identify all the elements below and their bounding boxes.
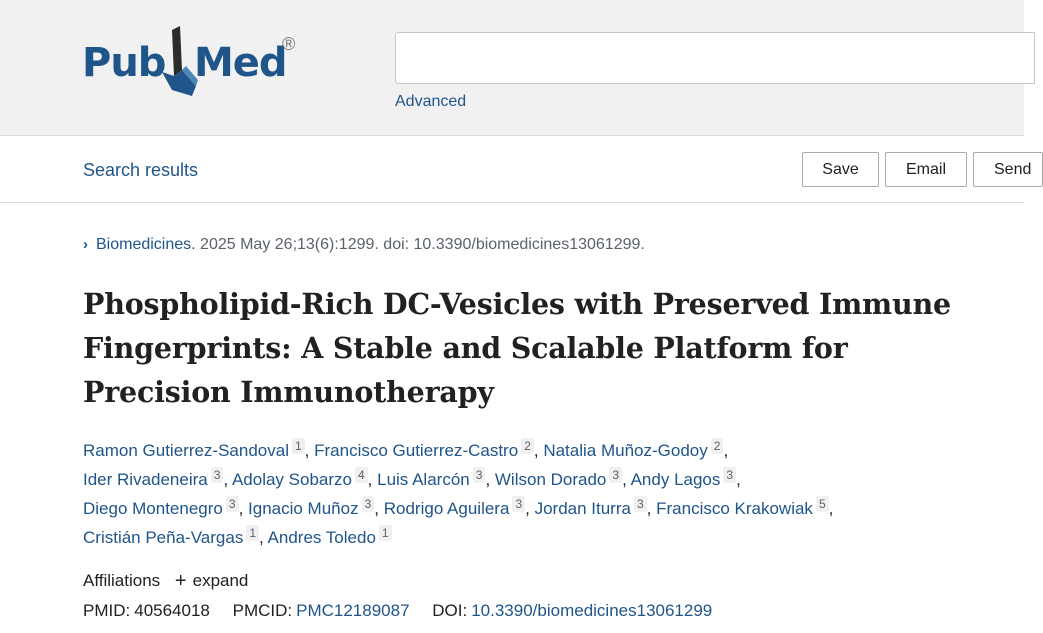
affiliation-ref[interactable]: 3 [723,467,736,483]
affiliation-ref[interactable]: 3 [634,496,647,512]
author-name-link[interactable]: Francisco Krakowiak [656,499,813,518]
affiliation-ref[interactable]: 5 [816,496,829,512]
author-name-link[interactable]: Luis Alarcón [377,470,470,489]
doi-link[interactable]: 10.3390/biomedicines13061299 [471,601,713,620]
search-results-link[interactable]: Search results [83,160,199,180]
advanced-search-link[interactable]: Advanced [395,93,467,110]
registered-mark: ® [282,34,296,54]
logo-med-text: Med [194,40,287,86]
author-item [535,499,647,518]
affiliation-ref[interactable]: 1 [246,525,259,541]
author-item [314,441,534,460]
pmcid-link[interactable]: PMC12189087 [296,601,410,620]
author-name-link[interactable]: Rodrigo Aguilera [383,499,510,518]
pmid-value: 40564018 [134,601,210,620]
email-button[interactable]: Email [885,152,967,187]
author-name-link[interactable]: Francisco Gutierrez-Castro [314,441,519,460]
author-name-link[interactable]: Ramon Gutierrez-Sandoval [83,441,289,460]
authors-list: Ramon Gutierrez-Sandoval 1 , Francisco Gutierrez-Castro 2 , Natalia Muñoz-Godoy 2 , Ider Rivadeneira 3 , Adolay Sobarzo 4 , Luis Alarcón 3 , Wilson Dorado 3 , Andy Lagos 3 , Diego Montenegro 3 , Ignacio Muñoz 3 , Rodrigo Aguilera 3 , Jordan Iturra 3 , Francisco Krakowiak 5 , Cristián Peña-Vargas 1 , Andres Toledo 1 [83,439,834,547]
article-title: Phospholipid-Rich DC-Vesicles with Preserved Immune Fingerprints: A Stable and Scalable Platform for Precision Immunotherapy [83,287,951,409]
affiliations-row [83,570,248,593]
author-name-link[interactable]: Cristián Peña-Vargas [83,528,244,547]
site-header [0,0,1024,136]
book-icon [158,26,198,98]
author-item [377,470,485,489]
send-to-button[interactable]: Send [973,152,1043,187]
author-item [248,499,374,518]
affiliation-ref[interactable]: 1 [379,525,392,541]
author-name-link[interactable]: Adolay Sobarzo [231,470,352,489]
author-name-link[interactable]: Natalia Muñoz-Godoy [543,441,708,460]
author-item [83,441,305,460]
affiliation-ref[interactable]: 1 [292,438,305,454]
journal-citation [83,236,645,254]
author-item [495,470,622,489]
citation-details: 2025 May 26;13(6):1299. doi: 10.3390/biomedicines13061299. [195,236,645,253]
affiliation-ref[interactable]: 3 [473,467,486,483]
author-name-link[interactable]: Andy Lagos [630,470,721,489]
save-button[interactable]: Save [802,152,879,187]
affiliation-ref[interactable]: 4 [355,467,368,483]
author-name-link[interactable]: Wilson Dorado [494,470,607,489]
plus-icon: + [174,570,187,592]
affiliations-label: Affiliations [83,571,161,590]
expand-affiliations-button[interactable] [175,571,248,590]
pmcid-label: PMCID: [232,601,293,620]
expand-label: expand [192,571,249,590]
author-name-link[interactable]: Jordan Iturra [534,499,631,518]
affiliation-ref[interactable]: 3 [362,496,375,512]
author-item [232,470,368,489]
author-item [656,499,829,518]
logo-pub-text: Pub [82,40,166,86]
doi-label: DOI: [432,601,468,620]
affiliation-ref[interactable]: 2 [521,438,534,454]
author-item [631,470,736,489]
chevron-right-icon: › [83,236,88,253]
author-item [83,470,223,489]
pubmed-logo[interactable] [82,26,312,106]
author-name-link[interactable]: Diego Montenegro [83,499,223,518]
author-item [268,528,392,547]
affiliation-ref[interactable]: 3 [226,496,239,512]
affiliation-ref[interactable]: 2 [711,438,724,454]
author-item [384,499,525,518]
pmid-label: PMID: [83,601,131,620]
author-name-link[interactable]: Ider Rivadeneira [83,470,208,489]
journal-link[interactable]: Biomedicines. [96,236,196,253]
affiliation-ref[interactable]: 3 [609,467,622,483]
action-toolbar [0,136,1032,203]
author-item [83,499,239,518]
article-identifiers [83,601,730,621]
affiliation-ref[interactable]: 3 [211,467,224,483]
author-name-link[interactable]: Ignacio Muñoz [248,499,359,518]
author-item [83,528,259,547]
affiliation-ref[interactable]: 3 [512,496,525,512]
author-name-link[interactable]: Andres Toledo [267,528,376,547]
author-item [543,441,723,460]
search-input[interactable] [395,32,1035,84]
